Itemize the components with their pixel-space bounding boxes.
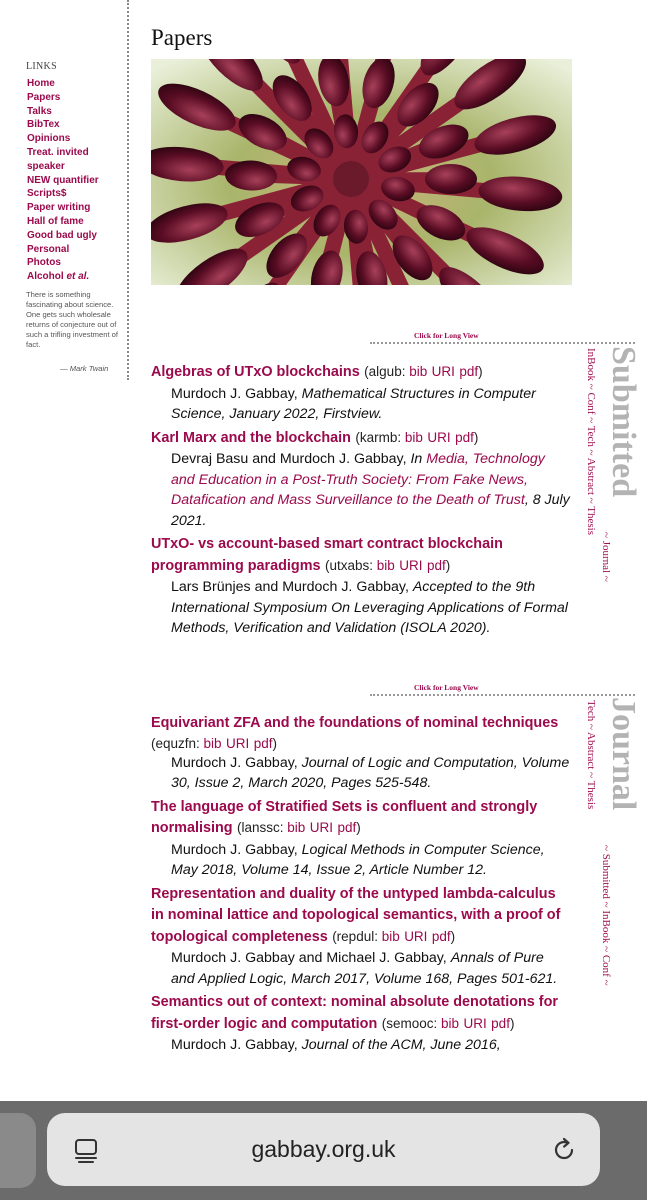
paper-authors: Murdoch J. Gabbay, (171, 754, 302, 771)
paper-venue: Annals of Pure and Applied Logic, March 2017, Volume 168, Pages 501-621. (171, 950, 558, 987)
paper-citation (171, 384, 571, 425)
paper-citation (171, 948, 571, 989)
bib-link[interactable]: bib (376, 557, 395, 573)
sidebar-link-speaker[interactable]: speaker (27, 160, 65, 172)
pdf-link[interactable]: pdf (455, 429, 474, 445)
paper-citation (171, 1035, 571, 1056)
submitted-nav[interactable]: InBook ~ Conf ~ Tech ~ Abstract ~ Thesis (585, 348, 597, 535)
sidebar-link-papers[interactable]: Papers (27, 91, 61, 103)
previous-tab-edge[interactable] (0, 1113, 36, 1188)
pdf-link[interactable]: pdf (337, 820, 357, 835)
paper-key: (repdul: (332, 928, 382, 944)
bib-link[interactable]: bib (404, 429, 423, 445)
uri-link[interactable]: URI (399, 557, 423, 573)
paper-authors: Murdoch J. Gabbay and Michael J. Gabbay, (171, 950, 451, 966)
paper-title[interactable]: Semantics out of context: nominal absolute denotations for first-order logic and computation (151, 994, 558, 1032)
paper-venue: Logical Methods in Computer Science, May 2018, Volume 14, Issue 2, Article Number 12. (171, 841, 545, 878)
sidebar-link-paper-writing[interactable]: Paper writing (27, 202, 91, 214)
paper-key: (karmb: (355, 429, 405, 445)
submitted-long-view-link[interactable]: Click for Long View (414, 331, 479, 340)
paper-title[interactable]: Equivariant ZFA and the foundations of nominal techniques (151, 715, 559, 731)
paper-authors: Murdoch J. Gabbay, (171, 385, 302, 402)
flower-bud (425, 164, 477, 194)
journal-divider (370, 694, 635, 696)
sidebar-link-new-quantifier[interactable]: NEW quantifier (27, 174, 99, 186)
browser-bottom-bar (0, 1101, 647, 1200)
uri-link[interactable]: URI (404, 928, 428, 944)
paper-venue: Mathematical Structures in Computer Science, January 2022, Firstview. (171, 385, 536, 422)
sidebar-link-photos[interactable]: Photos (27, 257, 61, 269)
submitted-list (151, 362, 571, 642)
uri-link[interactable]: URI (226, 735, 250, 751)
uri-link[interactable]: URI (427, 429, 451, 445)
paper-key: (lanssc: (237, 820, 288, 835)
pdf-link[interactable]: pdf (459, 364, 479, 379)
submitted-divider (370, 342, 635, 344)
url-text[interactable]: gabbay.org.uk (251, 1136, 396, 1162)
paper-venue: Accepted to the 9th International Symposium On Leveraging Applications of Formal Methods, Verification and Validation (ISOLA 2020). (171, 579, 568, 636)
sidebar-link-home[interactable]: Home (27, 78, 55, 89)
sidebar-link-bibtex[interactable]: BibTex (27, 119, 60, 131)
list-item: Semantics out of context: nominal absolute denotations for first-order logic and computation (semooc: bib URI pdf) Murdoch J. Gabbay, Journal of the ACM, June 2016, (151, 992, 571, 1056)
bib-link[interactable]: bib (409, 364, 428, 379)
sidebar-link-alcohol[interactable] (27, 270, 99, 284)
sidebar-link-scripts[interactable]: Scripts$ (27, 188, 67, 200)
journal-heading: Journal (605, 697, 642, 811)
paper-citation (171, 840, 571, 881)
paper-citation (171, 577, 571, 639)
bib-link[interactable]: bib (441, 1015, 460, 1031)
address-bar[interactable] (47, 1113, 600, 1186)
venue-link[interactable]: Media, Technology and Education in a Post-Truth Society: From Fake News, Datafication and Mass Surveillance to the Death of Trust (171, 451, 545, 508)
paper-key: (semooc: (381, 1015, 441, 1031)
list-item: Karl Marx and the blockchain (karmb: bib URI pdf) Devraj Basu and Murdoch J. Gabbay, In Media, Technology and Education in a Post-Truth Society: From Fake News, Datafication and Mass Surveillance to the Death of Trust, 8 July 2021. (151, 428, 571, 532)
flower-photo (151, 59, 572, 285)
alcohol-et-al: et al. (66, 271, 90, 283)
paper-title[interactable]: The language of Stratified Sets is confluent and strongly normalising (151, 798, 538, 836)
uri-link[interactable]: URI (309, 820, 333, 835)
uri-link[interactable]: URI (431, 364, 455, 379)
flower-photo-svg (151, 59, 572, 285)
venue-prefix: In (410, 451, 427, 467)
journal-long-view-link[interactable]: Click for Long View (414, 683, 479, 692)
page-title: Papers (151, 25, 213, 50)
paper-citation (171, 753, 571, 794)
list-item: Algebras of UTxO blockchains (algub: bib URI pdf) Murdoch J. Gabbay, Mathematical Structures in Computer Science, January 2022, Firstview. (151, 362, 571, 425)
reload-icon[interactable] (549, 1135, 579, 1165)
paper-key: (utxabs: (324, 557, 377, 573)
bib-link[interactable]: bib (287, 820, 306, 835)
bib-link[interactable]: bib (381, 928, 400, 944)
pdf-link[interactable]: pdf (491, 1015, 510, 1031)
sidebar-link-talks[interactable]: Talks (27, 105, 52, 117)
submitted-heading: Submitted (605, 346, 642, 498)
paper-title[interactable]: Karl Marx and the blockchain (151, 429, 351, 446)
sidebar-link-personal[interactable]: Personal (27, 243, 70, 255)
uri-link[interactable]: URI (463, 1015, 487, 1031)
sidebar-link-good-bad-ugly[interactable]: Good bad ugly (27, 229, 97, 241)
journal-list (151, 713, 571, 1059)
sidebar-link-treat-invited[interactable]: Treat. invited (27, 146, 89, 158)
list-item: The language of Stratified Sets is confluent and strongly normalising (lanssc: bib URI pdf) Murdoch J. Gabbay, Logical Methods in Computer Science, May 2018, Volume 14, Issue 2, Article Number 12. (151, 797, 571, 881)
links-heading: LINKS (26, 61, 57, 72)
sidebar-link-hall-of-fame[interactable]: Hall of fame (27, 215, 84, 227)
list-item: UTxO- vs account-based smart contract blockchain programming paradigms (utxabs: bib URI pdf) Lars Brünjes and Murdoch J. Gabbay, Accepted to the 9th International Symposium On Leveraging Applications of Formal Methods, Verification and Validation (ISOLA 2020). (151, 534, 571, 639)
paper-title[interactable]: Representation and duality of the untyped lambda-calculus in nominal lattice and topological semantics, with a proof of topological completeness (151, 885, 561, 945)
journal-nav-other[interactable]: ~ Submitted ~ InBook ~ Conf ~ (600, 845, 612, 986)
submitted-nav-journal[interactable]: ~ Journal ~ (600, 532, 612, 582)
paper-key: (equzfn: (151, 735, 204, 751)
paper-key: (algub: (364, 364, 410, 379)
sidebar-links (27, 77, 99, 284)
pdf-link[interactable]: pdf (431, 928, 451, 944)
sidebar (0, 0, 129, 380)
pdf-link[interactable]: pdf (253, 735, 273, 751)
paper-authors: Lars Brünjes and Murdoch J. Gabbay, (171, 579, 413, 595)
paper-citation (171, 449, 571, 531)
paper-title[interactable]: UTxO- vs account-based smart contract blockchain programming paradigms (151, 536, 503, 574)
list-item: Equivariant ZFA and the foundations of nominal techniques (equzfn: bib URI pdf) Murdoch J. Gabbay, Journal of Logic and Computation, Volume 30, Issue 2, March 2020, Pages 525-548. (151, 713, 571, 794)
paper-authors: Devraj Basu and Murdoch J. Gabbay, (171, 451, 411, 467)
journal-nav[interactable]: Tech ~ Abstract ~ Thesis (585, 700, 597, 810)
list-item: Representation and duality of the untyped lambda-calculus in nominal lattice and topological semantics, with a proof of topological completeness (repdul: bib URI pdf) Murdoch J. Gabbay and Michael J. Gabbay, Annals of Pure and Applied Logic, March 2017, Volume 168, Pages 501-621. (151, 884, 571, 990)
paper-title[interactable]: Algebras of UTxO blockchains (151, 364, 360, 380)
alcohol-label: Alcohol (27, 271, 67, 283)
quote-attribution: — Mark Twain (60, 364, 109, 373)
sidebar-link-opinions[interactable]: Opinions (27, 133, 71, 145)
pdf-link[interactable]: pdf (426, 557, 446, 573)
paper-venue: Journal of Logic and Computation, Volume 30, Issue 2, March 2020, Pages 525-548. (171, 754, 570, 791)
paper-venue: Journal of the ACM, June 2016, (301, 1037, 501, 1053)
paper-authors: Murdoch J. Gabbay, (171, 1037, 302, 1053)
quote-text: There is something fascinating about science. One gets such wholesale returns of conjecture out of such a trifling investment of fact. (26, 290, 119, 349)
paper-authors: Murdoch J. Gabbay, (171, 841, 302, 858)
venue-suffix: , 8 July 2021. (171, 492, 570, 529)
bib-link[interactable]: bib (203, 735, 222, 751)
